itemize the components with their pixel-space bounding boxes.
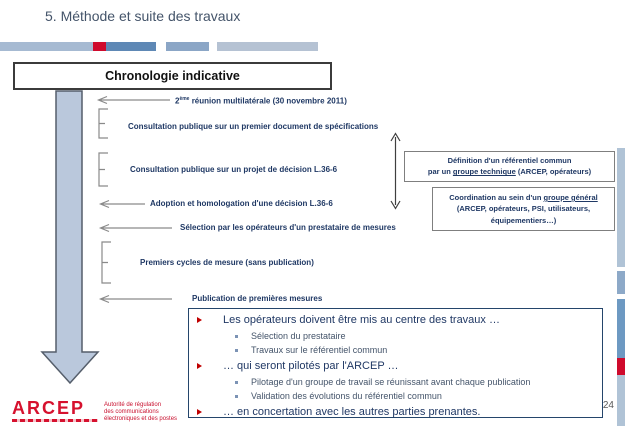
- right-sidebar-segment-4: [617, 375, 625, 426]
- side-box-technical-line2-pre: par un: [427, 167, 453, 177]
- vertical-double-arrow-icon: [389, 131, 402, 211]
- square-bullet-icon: [235, 395, 238, 398]
- sub-bullet-item: [235, 390, 596, 402]
- side-box-general-line2: (ARCEP, opérateurs, PSI, utilisateurs,: [456, 204, 591, 214]
- top-divider-segment-1: [0, 42, 93, 51]
- timeline-item-reunion: [175, 94, 347, 107]
- timeline-item-reunion-sup: ème: [179, 96, 190, 102]
- right-sidebar-segment-3: [617, 299, 625, 358]
- right-sidebar-segment-red: [617, 358, 625, 375]
- sub-bullet-item: [235, 344, 596, 356]
- sub-bullet-item: [235, 376, 596, 388]
- timeline-item-premiers-cycles: Premiers cycles de mesure (sans publication): [140, 258, 314, 267]
- side-box-groupe-general: [432, 187, 615, 231]
- square-bullet-icon: [235, 335, 238, 338]
- sub-bullet-text: Sélection du prestataire: [251, 331, 346, 341]
- side-box-technical-line1: Définition d'un référentiel commun: [447, 156, 572, 165]
- top-divider-segment-3: [166, 42, 209, 51]
- timeline-item-consultation-decision: Consultation publique sur un projet de décision L.36-6: [130, 165, 338, 174]
- chronology-heading-box: Chronologie indicative: [13, 62, 332, 90]
- arcep-logo-word-block: [12, 399, 98, 422]
- bullet-item: [197, 359, 596, 373]
- arcep-tagline-line1: Autorité de régulation: [104, 402, 162, 408]
- left-arrow-icon: [97, 199, 147, 209]
- sub-bullet-text: Pilotage d'un groupe de travail se réunissant avant chaque publication: [251, 377, 531, 387]
- right-sidebar-segment-2: [617, 271, 625, 294]
- timeline-item-consultation-specs: Consultation publique sur un premier document de spécifications: [128, 122, 379, 131]
- arcep-tagline-line2: des communications: [104, 409, 159, 415]
- side-box-general-line1-pre: Coordination au sein d'un: [449, 193, 544, 202]
- triangle-bullet-icon: [197, 317, 202, 323]
- side-box-technical-line2: [407, 166, 612, 177]
- bracket-icon: [96, 108, 109, 139]
- square-bullet-icon: [235, 349, 238, 352]
- top-divider-segment-4: [217, 42, 318, 51]
- timeline-item-adoption: Adoption et homologation d'une décision L.36-6: [150, 199, 333, 208]
- sub-bullet-text: Travaux sur le référentiel commun: [251, 345, 388, 355]
- triangle-bullet-icon: [197, 409, 202, 415]
- timeline-item-selection: Sélection par les opérateurs d'un prestataire de mesures: [180, 223, 396, 232]
- left-arrow-icon: [97, 223, 174, 233]
- timeline-item-publication: Publication de premières mesures: [192, 294, 323, 303]
- timeline-down-arrow: [40, 90, 102, 386]
- arcep-logo-tagline: [104, 402, 177, 423]
- page-number: 24: [602, 400, 614, 411]
- timeline-item-reunion-rest: réunion multilatérale (30 novembre 2011): [189, 96, 347, 106]
- bullet-text: … qui seront pilotés par l'ARCEP …: [223, 360, 399, 372]
- bullet-text: … en concertation avec les autres parties prenantes.: [223, 406, 481, 418]
- page-title: 5. Méthode et suite des travaux: [45, 8, 241, 24]
- bracket-icon: [96, 152, 109, 187]
- bullet-item: [197, 313, 596, 327]
- sub-bullet-item: [235, 330, 596, 342]
- side-box-general-line3: équipementiers…): [490, 215, 557, 225]
- arcep-tagline-line3: électroniques et des postes: [104, 416, 178, 422]
- top-divider-segment-red: [93, 42, 106, 51]
- top-divider-segment-2: [106, 42, 156, 51]
- arcep-logo: [12, 399, 177, 423]
- side-box-technical-line2-post: (ARCEP, opérateurs): [515, 167, 592, 177]
- side-box-technical-line2-underlined: groupe technique: [452, 167, 516, 177]
- side-box-general-line1-underlined: groupe général: [543, 193, 598, 202]
- arcep-logo-text: ARCEP: [12, 398, 86, 418]
- side-box-general-line1: [435, 192, 612, 203]
- bracket-icon: [99, 241, 112, 284]
- side-box-groupe-technique: [404, 151, 615, 182]
- left-arrow-icon: [95, 95, 172, 105]
- logo-fine-print-strip: [12, 419, 98, 422]
- triangle-bullet-icon: [197, 363, 202, 369]
- sub-bullet-text: Validation des évolutions du référentiel commun: [251, 391, 442, 401]
- bullet-item: [197, 405, 596, 419]
- square-bullet-icon: [235, 381, 238, 384]
- bullet-text: Les opérateurs doivent être mis au centre des travaux …: [223, 314, 500, 326]
- right-sidebar-segment-1: [617, 148, 625, 267]
- summary-box: [188, 308, 603, 418]
- timeline-item-reunion-text: 2: [175, 96, 180, 106]
- left-arrow-icon: [97, 294, 174, 304]
